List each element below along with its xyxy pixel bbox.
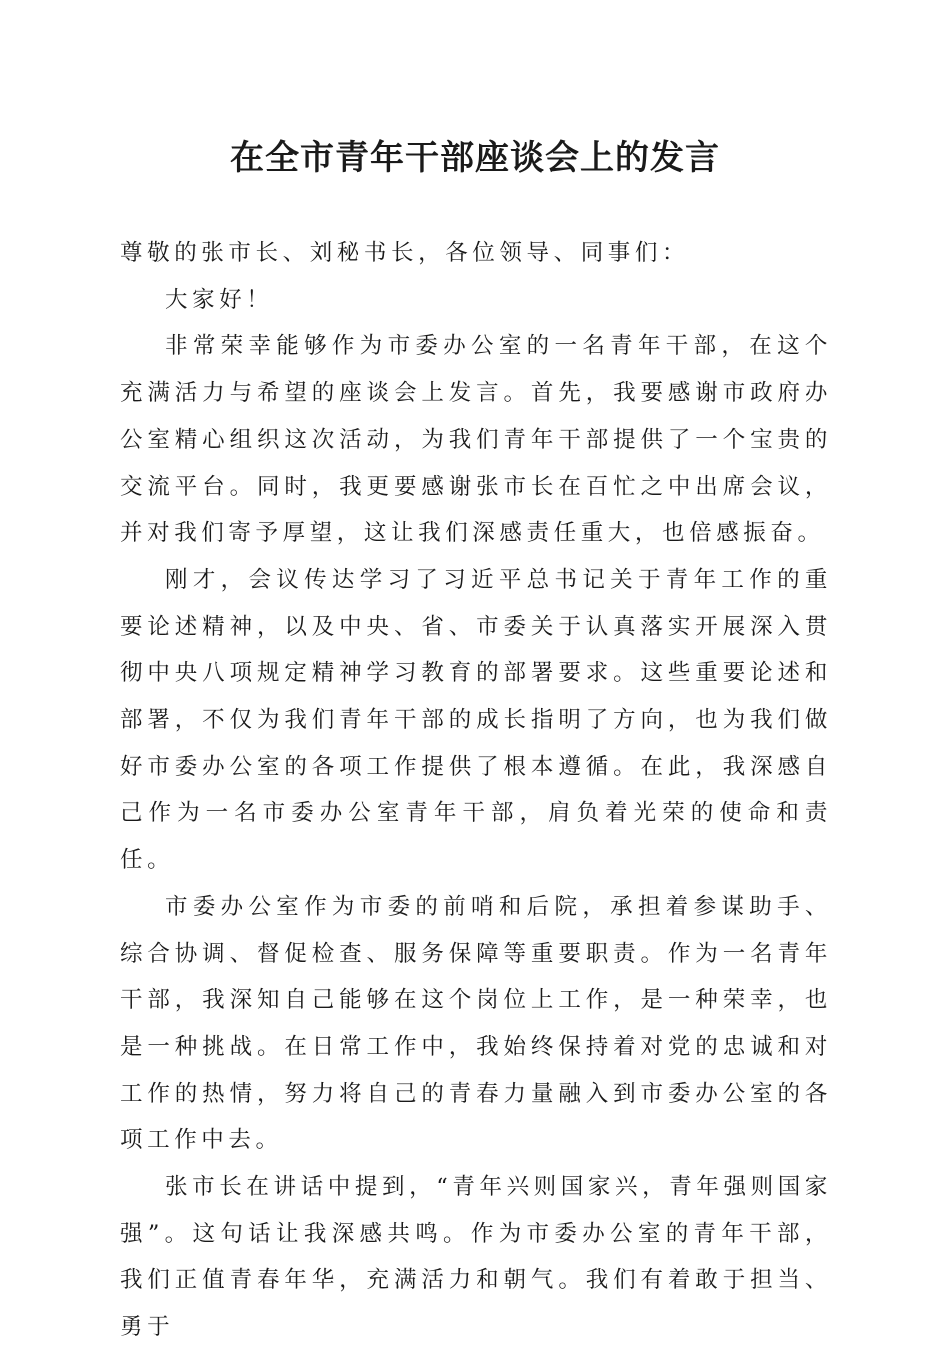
- paragraph-greeting: 大家好！: [165, 286, 274, 313]
- paragraph-3: 市委办公室作为市委的前哨和后院，承担着参谋助手、综合协调、督促检查、服务保障等重要职责。作为一名青年干部，我深知自己能够在这个岗位上工作，是一种荣幸，也是一种挑战。在日常工作中，我始终保持着对党的忠诚和对工作的热情，努力将自己的青春力量融入到市委办公室的各项工作中去。: [120, 893, 832, 1154]
- salutation: 尊敬的张市长、刘秘书长，各位领导、同事们：: [120, 240, 690, 266]
- document-body: [120, 230, 832, 1351]
- paragraph-2: 刚才，会议传达学习了习近平总书记关于青年工作的重要论述精神，以及中央、省、市委关于认真落实开展深入贯彻中央八项规定精神学习教育的部署要求。这些重要论述和部署，不仅为我们青年干部的成长指明了方向，也为我们做好市委办公室的各项工作提供了根本遵循。在此，我深感自己作为一名市委办公室青年干部，肩负着光荣的使命和责任。: [120, 566, 832, 874]
- paragraph-4: 张市长在讲话中提到，“青年兴则国家兴，青年强则国家强”。这句话让我深感共鸣。作为市委办公室的青年干部，我们正值青春年华，充满活力和朝气。我们有着敢于担当、勇于: [120, 1174, 832, 1341]
- paragraph-1: 非常荣幸能够作为市委办公室的一名青年干部，在这个充满活力与希望的座谈会上发言。首先，我要感谢市政府办公室精心组织这次活动，为我们青年干部提供了一个宝贵的交流平台。同时，我更要感谢张市长在百忙之中出席会议，并对我们寄予厚望，这让我们深感责任重大，也倍感振奋。: [120, 333, 832, 547]
- document-title: 在全市青年干部座谈会上的发言: [230, 138, 720, 178]
